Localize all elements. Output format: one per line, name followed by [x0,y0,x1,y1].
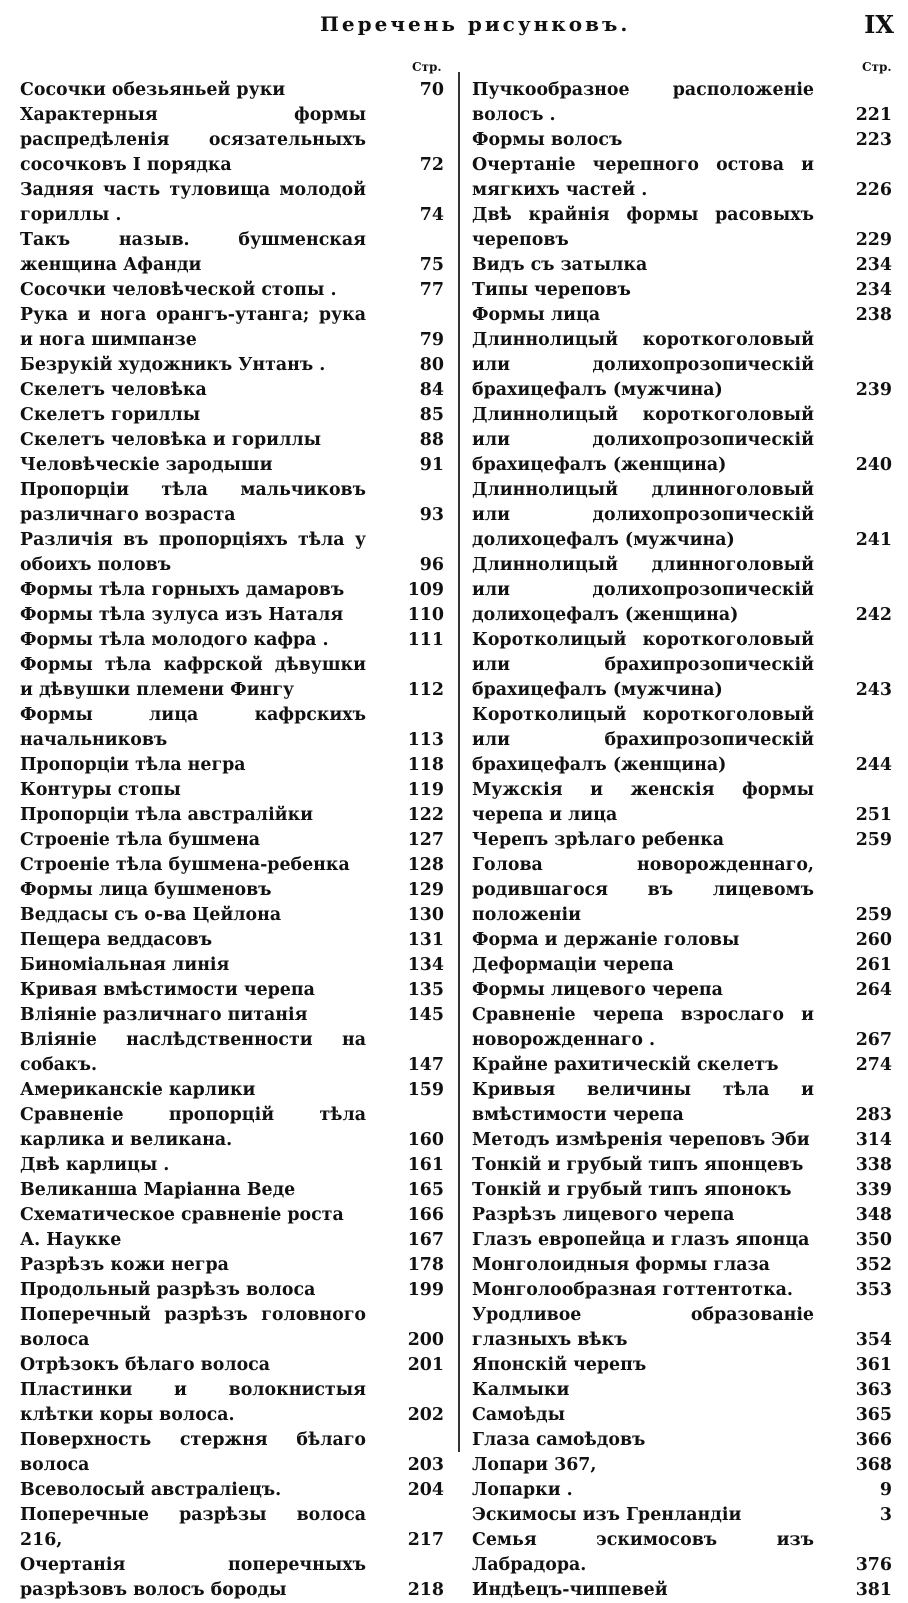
entry-page: 147 [407,1055,444,1075]
entry-page: 131 [407,930,444,950]
entry-title: Длиннолицый короткоголовый или долихопрозопическій брахицефалъ (мужчина) [472,330,814,400]
entry-title: Кривыя величины тѣла и вмѣстимости черепа [472,1080,814,1125]
entry-title: Голова новорожденнаго, родившагося въ лицевомъ положеніи [472,855,814,925]
entry-title: Пропорціи тѣла мальчиковъ различнаго возраста [20,480,366,525]
entry-title: Рука и нога орангъ-утанга; рука и нога шимпанзе [20,305,366,350]
entry-title: Деформаціи черепа [472,955,674,975]
entry-title: Отрѣзокъ бѣлаго волоса [20,1355,271,1375]
entry-title: Формы тѣла кафрской дѣвушки и дѣвушки племени Фингу [20,655,366,700]
entry-title: Контуры стопы [20,780,181,800]
entry-page: 85 [419,405,444,425]
list-item [20,403,444,428]
entry-title: Калмыки [472,1380,570,1400]
entry-page: 88 [419,430,444,450]
entry-page: 314 [855,1130,892,1150]
entry-page: 274 [855,1055,892,1075]
entry-page: 259 [855,830,892,850]
entry-page: 243 [855,680,892,700]
list-item [472,828,892,853]
list-item [20,1503,444,1553]
entry-title: Монголоидныя формы глаза [472,1255,770,1275]
entry-page: 239 [855,380,892,400]
entry-page: 363 [855,1380,892,1400]
entry-page: 241 [855,530,892,550]
entry-title: Формы лицевого черепа [472,980,723,1000]
entry-page: 244 [855,755,892,775]
list-item [20,103,444,178]
entry-title: Лопари 367, [472,1455,597,1475]
entry-title: Сосочки обезьяньей руки [20,80,286,100]
list-item [472,1578,892,1603]
page-column-header: Стр. [412,60,442,74]
entry-title: Биноміальная линія [20,955,230,975]
entry-title: Разрѣзъ лицевого черепа [472,1205,735,1225]
entry-title: Индѣецъ-чиппевей [472,1580,668,1600]
entry-title: Типы череповъ [472,280,631,300]
entry-title: Формы тѣла зулуса изъ Наталя [20,605,344,625]
list-item [20,278,444,303]
entry-page: 3 [879,1505,892,1525]
entry-title: Скелетъ человѣка [20,380,207,400]
entry-title: Длиннолицый длинноголовый или долихопрозопическій долихоцефалъ (мужчина) [472,480,814,550]
list-item [472,403,892,478]
entry-page: 70 [419,80,444,100]
entry-page: 350 [855,1230,892,1250]
entry-page: 199 [407,1280,444,1300]
entry-title: Глаза самоѣдовъ [472,1430,646,1450]
entry-list [20,78,444,1603]
list-item [20,353,444,378]
entry-page: 260 [855,930,892,950]
entry-title: Различія въ пропорціяхъ тѣла у обоихъ половъ [20,530,366,575]
entry-title: Тонкій и грубый типъ японокъ [472,1180,792,1200]
entry-title: Монголообразная готтентотка. [472,1280,793,1300]
entry-title: Безрукій художникъ Унтанъ . [20,355,326,375]
entry-page: 110 [407,605,444,625]
entry-title: Всеволосый австраліецъ. [20,1480,282,1500]
entry-list [472,78,892,1603]
list-item [20,953,444,978]
entry-title: Поперечный разрѣзъ головного волоса [20,1305,366,1350]
entry-page: 242 [855,605,892,625]
list-item [20,853,444,878]
entry-title: Форма и держаніе головы [472,930,740,950]
list-item [472,1128,892,1153]
entry-title: Такъ назыв. бушменская женщина Афанди [20,230,366,275]
entry-page: 251 [855,805,892,825]
list-item [20,903,444,928]
entry-page: 9 [879,1480,892,1500]
entry-page: 240 [855,455,892,475]
entry-title: Формы тѣла горныхъ дамаровъ [20,580,345,600]
list-item [472,1153,892,1178]
entry-title: Двѣ крайнія формы расовыхъ череповъ [472,205,814,250]
list-item [472,153,892,203]
entry-page: 201 [407,1355,444,1375]
entry-page: 234 [855,280,892,300]
entry-title: Самоѣды [472,1405,566,1425]
entry-page: 202 [407,1405,444,1425]
list-item [20,628,444,653]
list-item [472,1053,892,1078]
entry-page: 339 [855,1180,892,1200]
entry-title: Очертанія поперечныхъ разрѣзовъ волосъ бороды [20,1555,366,1600]
list-item [472,1003,892,1053]
list-item [20,428,444,453]
entry-page: 122 [407,805,444,825]
list-item [20,378,444,403]
list-item [20,1103,444,1153]
entry-page: 96 [419,555,444,575]
list-item [20,578,444,603]
entry-page: 348 [855,1205,892,1225]
entry-page: 80 [419,355,444,375]
entry-title: Скелетъ человѣка и гориллы [20,430,322,450]
entry-title: Веддасы съ о-ва Цейлона [20,905,282,925]
list-item [472,1428,892,1453]
entry-title: Пластинки и волокнистыя клѣтки коры волоса. [20,1380,366,1425]
list-item [20,878,444,903]
entry-title: Сосочки человѣческой стопы . [20,280,337,300]
entry-page: 259 [855,905,892,925]
list-item [20,1353,444,1378]
entry-title: Американскіе карлики [20,1080,256,1100]
column-divider [458,72,460,1452]
list-item [472,628,892,703]
entry-title: Формы волосъ [472,130,623,150]
entry-page: 167 [407,1230,444,1250]
entry-page: 75 [419,255,444,275]
entry-page: 127 [407,830,444,850]
entry-title: Уродливое образованіе глазныхъ вѣкъ [472,1305,814,1350]
list-item [472,1178,892,1203]
list-item [20,228,444,278]
entry-page: 109 [407,580,444,600]
entry-page: 119 [407,780,444,800]
entry-page: 267 [855,1030,892,1050]
list-item [20,1553,444,1603]
entry-page: 353 [855,1280,892,1300]
entry-page: 135 [407,980,444,1000]
list-item [20,803,444,828]
list-item [20,753,444,778]
entry-page: 130 [407,905,444,925]
list-item [20,1178,444,1203]
entry-page: 118 [407,755,444,775]
entry-title: Сравненіе черепа взрослаго и новорожденнаго . [472,1005,814,1050]
entry-title: Поперечные разрѣзы волоса 216, [20,1505,366,1550]
list-item [20,928,444,953]
entry-page: 261 [855,955,892,975]
list-item [20,453,444,478]
list-item [472,928,892,953]
list-item [472,1303,892,1353]
list-item [20,1228,444,1253]
entry-page: 112 [407,680,444,700]
entry-page: 129 [407,880,444,900]
entry-page: 226 [855,180,892,200]
entry-page: 72 [419,155,444,175]
entry-page: 74 [419,205,444,225]
entry-title: Вліяніе различнаго питанія [20,1005,308,1025]
entry-page: 368 [855,1455,892,1475]
entry-title: Видъ съ затылка [472,255,648,275]
entry-title: Эскимосы изъ Гренландіи [472,1505,742,1525]
entry-page: 128 [407,855,444,875]
entry-title: Двѣ карлицы . [20,1155,170,1175]
entry-title: Японскій черепъ [472,1355,647,1375]
list-item [20,1003,444,1028]
list-item [472,253,892,278]
list-item [20,78,444,103]
list-item [472,1203,892,1228]
entry-title: Великанша Маріанна Ведe [20,1180,296,1200]
entry-title: Пещера веддасовъ [20,930,213,950]
entry-title: Черепъ зрѣлаго ребенка [472,830,725,850]
entry-page: 361 [855,1355,892,1375]
list-item [472,128,892,153]
list-item [20,703,444,753]
entry-page: 238 [855,305,892,325]
entry-title: Задняя часть туловища молодой гориллы . [20,180,366,225]
list-item [472,78,892,128]
page-column-header: Стр. [862,60,892,74]
list-item [472,1353,892,1378]
entry-title: Схематическое сравненіе роста [20,1205,344,1225]
list-item [20,1153,444,1178]
entry-page: 160 [407,1130,444,1150]
list-item [472,328,892,403]
entry-page: 79 [419,330,444,350]
entry-title: Строеніе тѣла бушмена [20,830,261,850]
entry-page: 93 [419,505,444,525]
list-item [472,303,892,328]
page-header [0,2,908,42]
entry-page: 229 [855,230,892,250]
list-item [20,1203,444,1228]
entry-title: Разрѣзъ кожи негра [20,1255,229,1275]
list-item [20,1478,444,1503]
entry-page: 366 [855,1430,892,1450]
entry-title: Тонкій и грубый типъ японцевъ [472,1155,804,1175]
list-item [20,1378,444,1428]
entry-title: Пропорціи тѣла австралійки [20,805,314,825]
list-item [20,178,444,228]
entry-title: Пучкообразное расположеніе волосъ . [472,80,814,125]
list-item [472,953,892,978]
entry-page: 91 [419,455,444,475]
entry-page: 203 [407,1455,444,1475]
list-item [20,1278,444,1303]
list-item [20,603,444,628]
entry-page: 77 [419,280,444,300]
list-item [472,278,892,303]
entry-title: Длиннолицый длинноголовый или долихопрозопическій долихоцефалъ (женщина) [472,555,814,625]
list-item [20,528,444,578]
entry-title: Очертаніе черепного остова и мягкихъ частей . [472,155,814,200]
entry-title: Лопарки . [472,1480,573,1500]
list-item [472,478,892,553]
list-item [472,1078,892,1128]
list-item [472,1228,892,1253]
entry-title: Сравненіе пропорцій тѣла карлика и великана. [20,1105,366,1150]
list-item [472,778,892,828]
entry-page: 161 [407,1155,444,1175]
entry-page: 217 [407,1530,444,1550]
entry-title: Глазъ европейца и глазъ японца [472,1230,810,1250]
entry-page: 218 [407,1580,444,1600]
entry-page: 234 [855,255,892,275]
list-item [472,1278,892,1303]
list-item [472,1378,892,1403]
list-item [20,1303,444,1353]
entry-page: 338 [855,1155,892,1175]
entry-title: Характерныя формы распредѣленія осязательныхъ сосочковъ I порядка [20,105,366,175]
entry-page: 84 [419,380,444,400]
entry-page: 165 [407,1180,444,1200]
list-item [472,1253,892,1278]
entry-title: Формы тѣла молодого кафра . [20,630,329,650]
list-item [472,553,892,628]
entry-title: Человѣческіе зародыши [20,455,273,475]
entry-page: 111 [407,630,444,650]
entry-page: 365 [855,1405,892,1425]
entry-title: Методъ измѣренія череповъ Эби [472,1130,810,1150]
list-item [472,1478,892,1503]
entry-page: 283 [855,1105,892,1125]
list-item [472,203,892,253]
entry-title: Вліяніе наслѣдственности на собакъ. [20,1030,366,1075]
entry-page: 223 [855,130,892,150]
entry-page: 178 [407,1255,444,1275]
entry-title: Крайне рахитическій скелетъ [472,1055,779,1075]
list-item [20,978,444,1003]
entry-page: 381 [855,1580,892,1600]
list-item [472,978,892,1003]
entry-page: 113 [407,730,444,750]
list-item [20,778,444,803]
list-item [20,1253,444,1278]
entry-title: Продольный разрѣзъ волоса [20,1280,316,1300]
entry-page: 264 [855,980,892,1000]
list-item [20,828,444,853]
list-item [472,853,892,928]
entry-title: Длиннолицый короткоголовый или долихопрозопическій брахицефалъ (женщина) [472,405,814,475]
entry-title: Формы лица кафрскихъ начальниковъ [20,705,366,750]
list-item [472,703,892,778]
entry-title: Мужскія и женскія формы черепа и лица [472,780,814,825]
list-item [472,1453,892,1478]
entry-title: Пропорціи тѣла негра [20,755,246,775]
entry-page: 221 [855,105,892,125]
entry-page: 204 [407,1480,444,1500]
entry-page: 166 [407,1205,444,1225]
list-item [20,1078,444,1103]
page-number: IX [864,10,894,39]
list-item [20,478,444,528]
entry-page: 354 [855,1330,892,1350]
entry-title: Короткол​ицый короткоголовый или брахипрозопическій брахицефалъ (женщина) [472,705,814,775]
entry-title: Поверхность стержня бѣлаго волоса [20,1430,366,1475]
list-item [472,1403,892,1428]
entry-page: 134 [407,955,444,975]
page-title: Перечень рисунковъ. [320,12,631,36]
entry-title: Скелетъ гориллы [20,405,201,425]
entry-title: Формы лица [472,305,601,325]
entry-title: Короткол​ицый короткоголовый или брахипрозопическій брахицефалъ (мужчина) [472,630,814,700]
entry-page: 352 [855,1255,892,1275]
entry-page: 200 [407,1330,444,1350]
entry-page: 159 [407,1080,444,1100]
list-item [20,653,444,703]
entry-title: Формы лица бушменовъ [20,880,272,900]
list-item [472,1528,892,1578]
list-item [20,303,444,353]
list-item [20,1428,444,1478]
entry-title: Строеніе тѣла бушмена-ребенка [20,855,350,875]
entry-page: 145 [407,1005,444,1025]
list-item [472,1503,892,1528]
entry-title: Семья эскимосовъ изъ Лабрадора. [472,1530,814,1575]
list-item [20,1028,444,1078]
entry-page: 376 [855,1555,892,1575]
entry-title: А. Наукке [20,1230,122,1250]
entry-title: Кривая вмѣстимости черепа [20,980,315,1000]
